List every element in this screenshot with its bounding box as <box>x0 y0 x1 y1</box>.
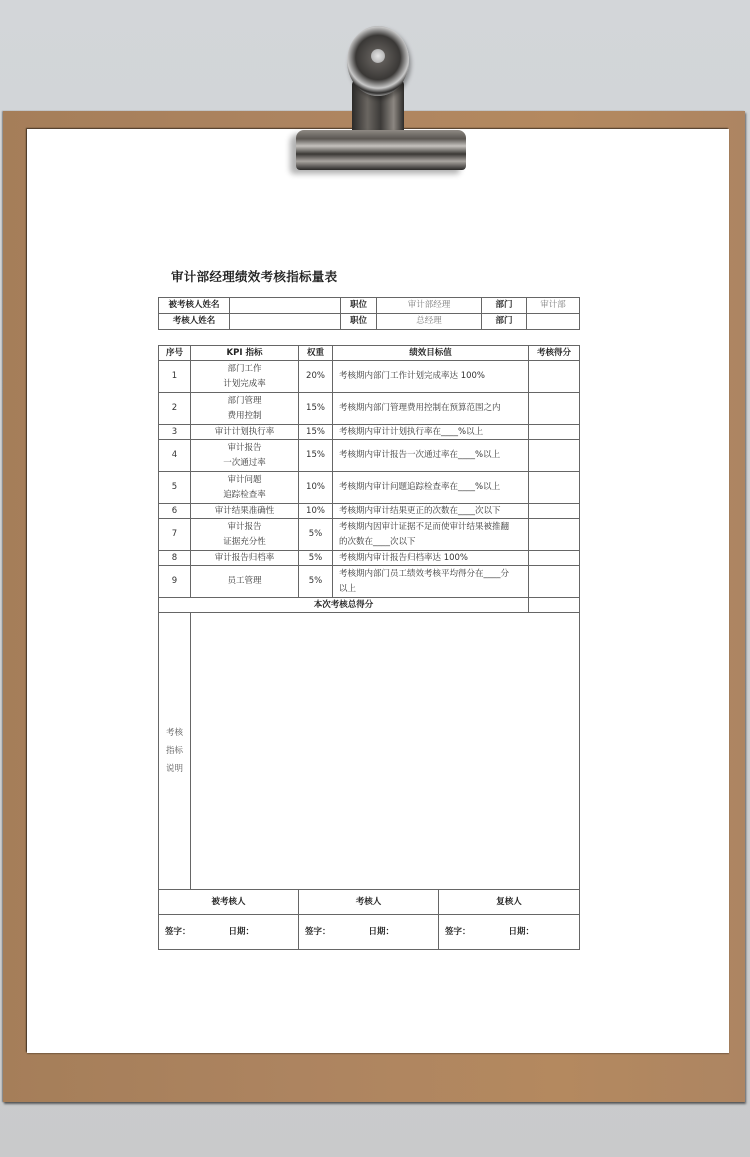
kpi-line2: 追踪检查率 <box>223 489 266 500</box>
assessee-dept-label: 部门 <box>482 298 527 314</box>
description-row <box>159 613 580 890</box>
row-score-field[interactable] <box>529 551 580 566</box>
row-score-field[interactable] <box>529 519 580 551</box>
assessor-dept-label: 部门 <box>482 314 527 330</box>
kpi-line2: 计划完成率 <box>223 378 266 389</box>
assessor-signature-field[interactable] <box>299 915 439 950</box>
kpi-line2: 费用控制 <box>227 410 262 421</box>
assessee-position-label: 职位 <box>341 298 377 314</box>
assessee-name-label: 被考核人姓名 <box>159 298 230 314</box>
table-row <box>159 504 580 519</box>
row-kpi: 审计计划执行率 <box>191 425 299 440</box>
row-weight: 15% <box>299 440 333 472</box>
sign-label: 签字： <box>305 926 331 937</box>
kpi-header-row <box>159 346 580 361</box>
header-weight: 权重 <box>299 346 333 361</box>
date-label: 日期： <box>508 926 535 937</box>
row-no: 3 <box>159 425 191 440</box>
kpi-line2: 证据充分性 <box>223 536 266 547</box>
signature-row <box>159 915 580 950</box>
row-weight: 10% <box>299 504 333 519</box>
row-no: 9 <box>159 566 191 598</box>
row-kpi: 员工管理 <box>191 566 299 598</box>
assessor-position-label: 职位 <box>341 314 377 330</box>
row-weight: 15% <box>299 425 333 440</box>
target-line2: 的次数在____次以下 <box>339 536 416 547</box>
kpi-line2: 一次通过率 <box>223 457 266 468</box>
table-row <box>159 393 580 425</box>
table-row <box>159 566 580 598</box>
description-label-line1: 考核 <box>165 728 183 738</box>
assessee-dept-value: 审计部 <box>527 298 580 314</box>
info-row-assessor <box>159 314 580 330</box>
table-row <box>159 472 580 504</box>
kpi-line1: 部门管理 <box>227 395 262 406</box>
clip-hole <box>371 49 385 63</box>
row-kpi: 审计报告归档率 <box>191 551 299 566</box>
info-table <box>158 297 580 330</box>
row-kpi <box>191 440 299 472</box>
target-line1: 考核期内因审计证据不足而使审计结果被推翻 <box>339 521 510 532</box>
row-target: 考核期内审计结果更正的次数在____次以下 <box>333 504 529 519</box>
info-row-assessee <box>159 298 580 314</box>
reviewer-signature-field[interactable] <box>439 915 580 950</box>
assessee-signature-field[interactable] <box>159 915 299 950</box>
assessor-position-value: 总经理 <box>377 314 482 330</box>
binder-clip-icon <box>296 24 466 174</box>
kpi-line1: 部门工作 <box>227 363 262 374</box>
row-no: 4 <box>159 440 191 472</box>
row-score-field[interactable] <box>529 425 580 440</box>
row-no: 8 <box>159 551 191 566</box>
row-target: 考核期内审计报告一次通过率在____%以上 <box>333 440 529 472</box>
row-score-field[interactable] <box>529 566 580 598</box>
row-score-field[interactable] <box>529 393 580 425</box>
reviewer-header: 复核人 <box>439 890 580 915</box>
row-score-field[interactable] <box>529 472 580 504</box>
row-target: 考核期内部门管理费用控制在预算范围之内 <box>333 393 529 425</box>
table-row <box>159 425 580 440</box>
row-no: 6 <box>159 504 191 519</box>
row-no: 5 <box>159 472 191 504</box>
row-no: 2 <box>159 393 191 425</box>
row-score-field[interactable] <box>529 440 580 472</box>
total-score-field[interactable] <box>529 598 580 613</box>
row-weight: 10% <box>299 472 333 504</box>
row-no: 1 <box>159 361 191 393</box>
target-line2: 以上 <box>339 583 357 594</box>
description-label <box>159 613 191 890</box>
total-score-row <box>159 598 580 613</box>
assessee-position-value: 审计部经理 <box>377 298 482 314</box>
row-weight: 5% <box>299 566 333 598</box>
header-kpi: KPI 指标 <box>191 346 299 361</box>
clip-jaw <box>296 130 466 170</box>
signature-header-row <box>159 890 580 915</box>
row-target <box>333 566 529 598</box>
table-row <box>159 361 580 393</box>
row-target <box>333 519 529 551</box>
signature-table <box>158 889 580 950</box>
kpi-table <box>158 345 580 890</box>
assessor-header: 考核人 <box>299 890 439 915</box>
document-title: 审计部经理绩效考核指标量表 <box>171 269 338 284</box>
row-weight: 5% <box>299 551 333 566</box>
table-row <box>159 551 580 566</box>
row-kpi <box>191 472 299 504</box>
row-score-field[interactable] <box>529 504 580 519</box>
sign-label: 签字： <box>445 926 471 937</box>
assessor-name-label: 考核人姓名 <box>159 314 230 330</box>
row-kpi <box>191 361 299 393</box>
date-label: 日期： <box>368 926 395 937</box>
row-target: 考核期内审计报告归档率达 100% <box>333 551 529 566</box>
date-label: 日期： <box>228 926 255 937</box>
assessee-name-field[interactable] <box>230 298 341 314</box>
row-kpi: 审计结果准确性 <box>191 504 299 519</box>
header-no: 序号 <box>159 346 191 361</box>
row-no: 7 <box>159 519 191 551</box>
assessee-header: 被考核人 <box>159 890 299 915</box>
kpi-line1: 审计问题 <box>227 474 262 485</box>
table-row <box>159 440 580 472</box>
total-score-label: 本次考核总得分 <box>159 598 529 613</box>
description-label-line2: 指标 <box>165 746 183 756</box>
description-label-line3: 说明 <box>165 764 183 774</box>
header-score: 考核得分 <box>529 346 580 361</box>
row-target: 考核期内审计问题追踪检查率在____%以上 <box>333 472 529 504</box>
description-content-field[interactable] <box>191 613 580 890</box>
kpi-line1: 审计报告 <box>227 442 262 453</box>
row-score-field[interactable] <box>529 361 580 393</box>
row-target: 考核期内部门工作计划完成率达 100% <box>333 361 529 393</box>
row-target: 考核期内审计计划执行率在____%以上 <box>333 425 529 440</box>
row-weight: 5% <box>299 519 333 551</box>
target-line1: 考核期内部门员工绩效考核平均得分在____分 <box>339 568 510 579</box>
row-kpi <box>191 393 299 425</box>
kpi-line1: 审计报告 <box>227 521 262 532</box>
row-kpi <box>191 519 299 551</box>
sign-label: 签字： <box>165 926 191 937</box>
table-row <box>159 519 580 551</box>
row-weight: 20% <box>299 361 333 393</box>
row-weight: 15% <box>299 393 333 425</box>
header-target: 绩效目标值 <box>333 346 529 361</box>
assessor-dept-value[interactable] <box>527 314 580 330</box>
assessor-name-field[interactable] <box>230 314 341 330</box>
